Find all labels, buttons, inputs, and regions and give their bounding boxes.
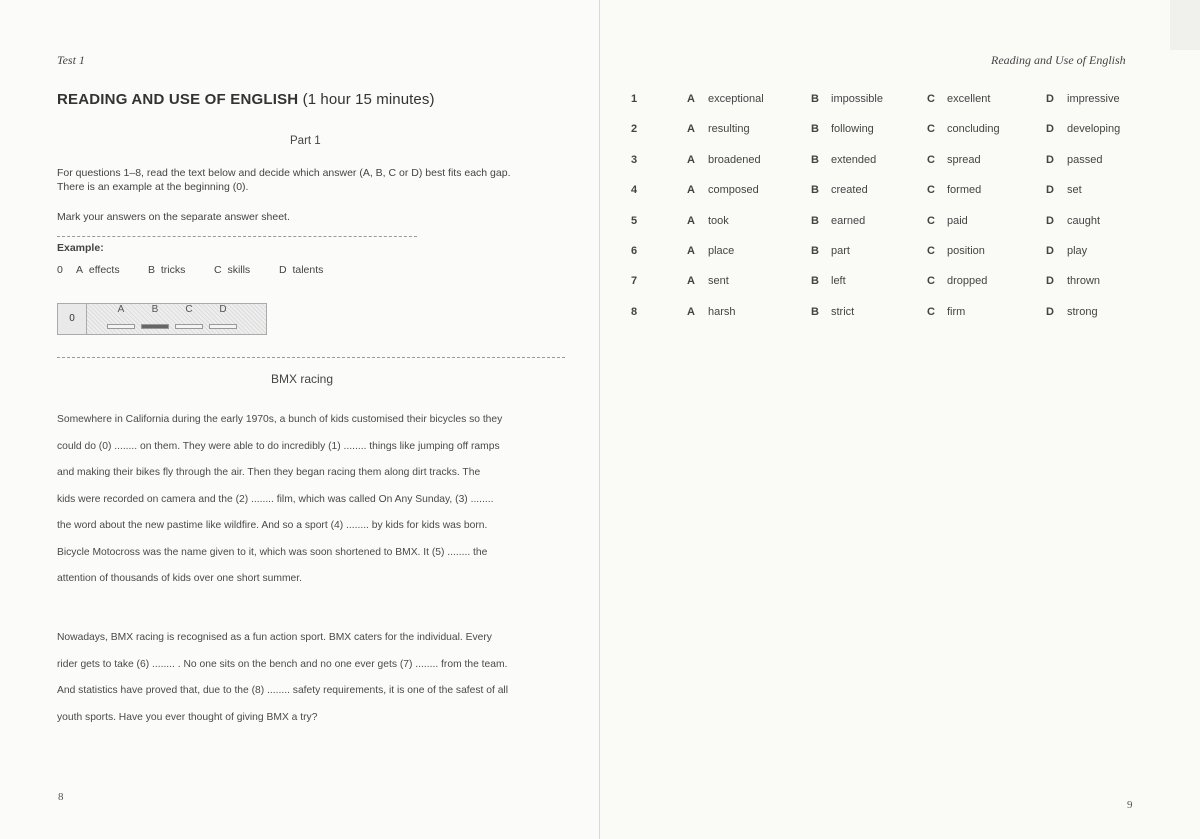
option-letter-a: A xyxy=(687,305,695,318)
answer-sheet-instruction: Mark your answers on the separate answer sheet. xyxy=(57,211,290,223)
page-number-left: 8 xyxy=(58,791,64,803)
option-letter-d: D xyxy=(1046,214,1054,227)
answer-cell-d: D xyxy=(206,304,240,334)
option-letter-a: A xyxy=(687,93,695,105)
option-word-d: passed xyxy=(1067,153,1103,166)
question-row xyxy=(631,215,1151,231)
option-word-c: spread xyxy=(947,153,981,166)
section-title-duration: (1 hour 15 minutes) xyxy=(298,91,435,108)
example-option-b: B tricks xyxy=(148,264,186,276)
option-letter-d: D xyxy=(1046,245,1054,257)
option-letter-d: D xyxy=(1046,305,1054,318)
option-word-a: exceptional xyxy=(708,93,764,105)
right-page xyxy=(600,0,1200,839)
text-title: BMX racing xyxy=(271,372,334,386)
option-word-b: extended xyxy=(831,153,877,166)
option-letter-a: A xyxy=(687,123,695,136)
part-heading: Part 1 xyxy=(290,135,321,147)
option-word-a: harsh xyxy=(708,305,736,318)
question-row xyxy=(631,93,1151,109)
option-letter-a: A xyxy=(687,245,695,257)
paragraph-line: could do (0) ........ on them. They were able to do incredibly (1) ........ things like jumping off ramps xyxy=(57,440,500,452)
option-letter-d: D xyxy=(1046,275,1054,288)
paragraph-line: the word about the new pastime like wildfire. And so a sport (4) ........ by kids for kids was born. xyxy=(57,520,488,531)
option-letter-c: C xyxy=(927,214,935,227)
paragraph-line: attention of thousands of kids over one short summer. xyxy=(57,573,302,584)
question-number: 3 xyxy=(631,153,638,166)
option-letter-b: B xyxy=(811,305,819,318)
answer-sheet-zero: 0 xyxy=(58,304,87,334)
option-letter-c: C xyxy=(927,305,935,318)
answer-cell-a: A xyxy=(104,304,138,334)
running-header-right: Reading and Use of English xyxy=(991,53,1126,67)
divider xyxy=(57,357,565,358)
paragraph-line: kids were recorded on camera and the (2) ........ film, which was called On Any Sunday, (3) ........ xyxy=(57,493,494,505)
question-row xyxy=(631,275,1151,291)
example-option-c: C skills xyxy=(214,264,251,276)
example-number: 0 xyxy=(57,264,63,276)
option-letter-a: A xyxy=(687,184,695,197)
option-letter-d: D xyxy=(1046,153,1054,166)
example-label: Example: xyxy=(57,242,104,254)
question-row xyxy=(631,123,1151,139)
option-letter-c: C xyxy=(927,93,935,105)
option-letter-b: B xyxy=(811,184,819,197)
option-letter-d: D xyxy=(1046,93,1054,105)
paragraph-1 xyxy=(57,407,565,593)
paragraph-line: Somewhere in California during the early 1970s, a bunch of kids customised their bicycles so they xyxy=(57,414,503,425)
option-word-d: play xyxy=(1067,245,1088,257)
option-letter-b: B xyxy=(811,275,819,288)
question-number: 6 xyxy=(631,245,638,257)
instructions-line-2: There is an example at the beginning (0). xyxy=(57,181,249,193)
example-option-d: D talents xyxy=(279,264,324,276)
paragraph-line: Bicycle Motocross was the name given to it, which was soon shortened to BMX. It (5) ........ the xyxy=(57,546,488,558)
option-word-b: impossible xyxy=(831,93,883,105)
answer-cell-c: C xyxy=(172,304,206,334)
answer-cell-b: B xyxy=(138,304,172,334)
question-row xyxy=(631,184,1151,200)
scan-corner xyxy=(1170,0,1200,50)
option-word-a: broadened xyxy=(708,153,761,166)
option-word-c: firm xyxy=(947,305,966,318)
option-letter-b: B xyxy=(811,214,819,227)
option-letter-c: C xyxy=(927,184,935,197)
option-letter-a: A xyxy=(687,214,695,227)
option-word-b: strict xyxy=(831,305,855,318)
running-header-left: Test 1 xyxy=(57,53,85,67)
option-letter-c: C xyxy=(927,123,935,136)
section-title-bold: READING AND USE OF ENGLISH xyxy=(57,91,299,108)
option-word-d: caught xyxy=(1067,214,1101,227)
option-letter-c: C xyxy=(927,153,935,166)
option-letter-b: B xyxy=(811,153,819,166)
option-letter-a: A xyxy=(687,153,695,166)
option-letter-c: C xyxy=(927,275,935,288)
option-word-b: left xyxy=(831,275,846,288)
option-word-c: excellent xyxy=(947,93,991,105)
question-row xyxy=(631,245,1151,261)
option-word-b: created xyxy=(831,184,868,197)
instructions-line-1: For questions 1–8, read the text below and decide which answer (A, B, C or D) best fits each gap. xyxy=(57,167,511,179)
option-word-a: composed xyxy=(708,184,759,197)
option-word-c: paid xyxy=(947,214,968,227)
option-word-d: developing xyxy=(1067,123,1121,136)
option-word-d: strong xyxy=(1067,305,1098,318)
paragraph-line: Nowadays, BMX racing is recognised as a fun action sport. BMX caters for the individual. Every xyxy=(57,632,492,643)
paragraph-line: rider gets to take (6) ........ . No one sits on the bench and no one ever gets (7) ........ from the team. xyxy=(57,658,508,670)
option-word-c: position xyxy=(947,245,985,257)
section-title xyxy=(57,91,435,108)
option-word-d: impressive xyxy=(1067,93,1120,105)
example-option-a: A effects xyxy=(76,264,120,276)
option-word-a: resulting xyxy=(708,123,750,136)
paragraph-line: and making their bikes fly through the air. Then they began racing them along dirt tracks. The xyxy=(57,467,481,478)
question-number: 8 xyxy=(631,305,638,318)
option-word-c: formed xyxy=(947,184,982,197)
option-letter-d: D xyxy=(1046,123,1054,136)
option-word-b: earned xyxy=(831,214,866,227)
option-letter-b: B xyxy=(811,93,819,105)
question-number: 2 xyxy=(631,123,638,136)
option-word-d: set xyxy=(1067,184,1082,197)
option-letter-c: C xyxy=(927,245,935,257)
option-word-b: following xyxy=(831,123,874,136)
option-word-a: sent xyxy=(708,275,729,288)
page-number-right: 9 xyxy=(1127,799,1133,811)
question-number: 5 xyxy=(631,214,638,227)
paragraph-line: And statistics have proved that, due to the (8) ........ safety requirements, it is one of the safest of all xyxy=(57,685,509,696)
question-number: 7 xyxy=(631,275,638,288)
option-letter-d: D xyxy=(1046,184,1054,197)
option-word-b: part xyxy=(831,245,850,257)
question-row xyxy=(631,306,1151,322)
question-number: 4 xyxy=(631,184,638,197)
option-word-c: concluding xyxy=(947,123,1000,136)
question-row xyxy=(631,154,1151,170)
option-word-a: place xyxy=(708,245,735,257)
option-word-d: thrown xyxy=(1067,275,1101,288)
option-word-c: dropped xyxy=(947,275,988,288)
option-letter-b: B xyxy=(811,245,819,257)
option-letter-a: A xyxy=(687,275,695,288)
option-word-a: took xyxy=(708,214,729,227)
option-letter-b: B xyxy=(811,123,819,136)
paragraph-line: youth sports. Have you ever thought of giving BMX a try? xyxy=(57,711,318,723)
question-number: 1 xyxy=(631,93,638,105)
divider xyxy=(57,236,417,237)
paragraph-2 xyxy=(57,625,565,731)
example-answer-sheet xyxy=(57,303,267,335)
